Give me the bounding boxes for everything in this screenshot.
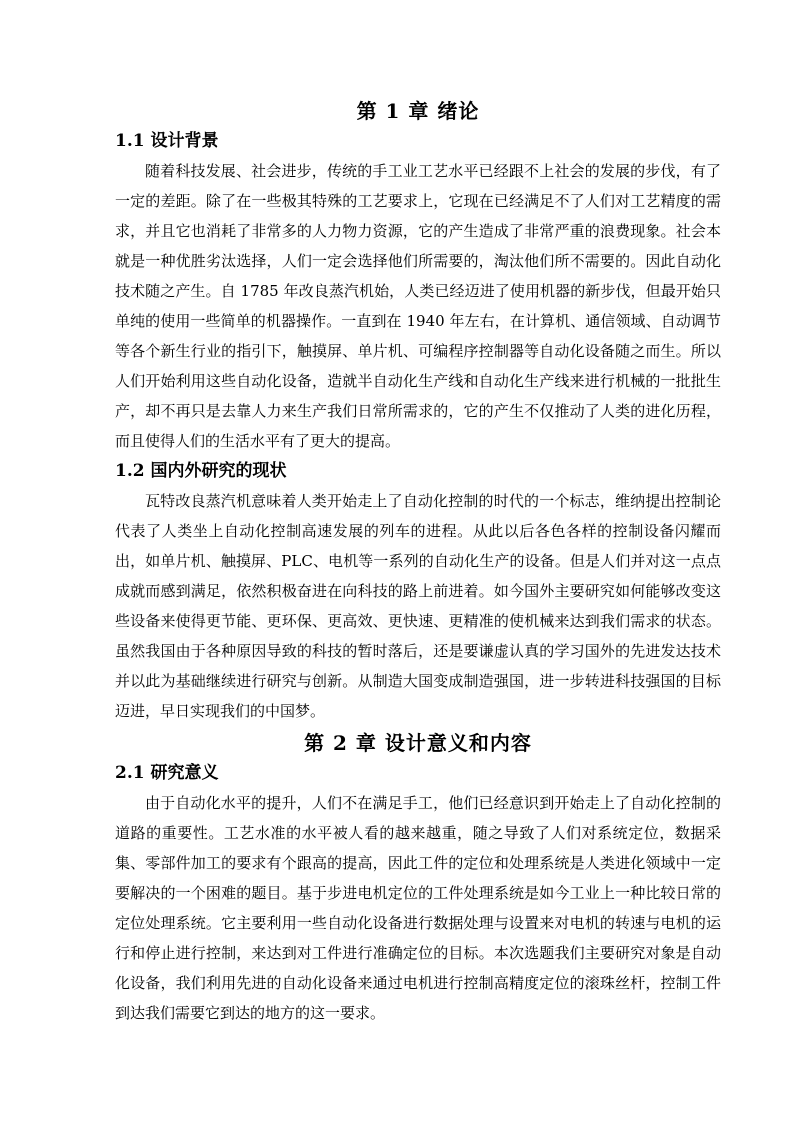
section-2-1-paragraph: 由于自动化水平的提升，人们不在满足手工，他们已经意识到开始走上了自动化控制的道路的重要性。工艺水准的水平被人看的越来越重，随之导致了人们对系统定位，数据采集、零部件加工的要求有个跟高的提高，因此工件的定位和处理系统是人类进化领域中一定要解决的一个困难的题目。基于步进电机定位的工件处理系统是如今工业上一种比较日常的定位处理系统。它主要利用一些自动化设备进行数据处理与设置来对电机的转速与电机的运行和停止进行控制，来达到对工件进行准确定位的目标。本次选题我们主要研究对象是自动化设备，我们利用先进的自动化设备来通过电机进行控制高精度定位的滚珠丝杆，控制工件到达我们需要它到达的地方的这一要求。 (115, 794, 721, 1022)
chapter-2-title: 第 2 章 设计意义和内容 (304, 731, 532, 755)
chapter-1-title: 第 1 章 绪论 (356, 99, 480, 123)
section-1-2-paragraph: 瓦特改良蒸汽机意味着人类开始走上了自动化控制的时代的一个标志，维纳提出控制论代表了人类坐上自动化控制高速发展的列车的进程。从此以后各色各样的控制设备闪耀而出，如单片机、触摸屏、PLC、电机等一系列的自动化生产的设备。但是人们并对这一点点成就而感到满足，依然积极奋进在向科技的路上前进着。如今国外主要研究如何能够改变这些设备来使得更节能、更环保、更高效、更快速、更精准的使机械来达到我们需求的状态。虽然我国由于各种原因导致的科技的暂时落后，还是要谦虚认真的学习国外的先进发达技术并以此为基础继续进行研究与创新。从制造大国变成制造强国，进一步转进科技强国的目标迈进，早日实现我们的中国梦。 (115, 492, 721, 720)
section-1-1-title: 1.1 设计背景 (115, 131, 219, 151)
section-1-2-title: 1.2 国内外研究的现状 (115, 461, 287, 481)
section-2-1-title: 2.1 研究意义 (115, 763, 219, 783)
document-page (115, 96, 721, 1028)
section-1-1-paragraph: 随着科技发展、社会进步，传统的手工业工艺水平已经跟不上社会的发展的步伐，有了一定的差距。除了在一些极其特殊的工艺要求上，它现在已经满足不了人们对工艺精度的需求，并且它也消耗了非常多的人力物力资源，它的产生造成了非常严重的浪费现象。社会本就是一种优胜劣汰选择，人们一定会选择他们所需要的，淘汰他们所不需要的。因此自动化技术随之产生。自 1785 年改良蒸汽机始，人类已经迈进了使用机器的新步伐，但最开始只单纯的使用一些简单的机器操作。一直到在 1940 年左右，在计算机、通信领域、自动调节等各个新生行业的指引下，触摸屏、单片机、可编程序控制器等自动化设备随之而生。所以人们开始利用这些自动化设备，造就半自动化生产线和自动化生产线来进行机械的一批批生产，却不再只是去靠人力来生产我们日常所需求的，它的产生不仅推动了人类的进化历程，而且使得人们的生活水平有了更大的提高。 (115, 162, 721, 450)
